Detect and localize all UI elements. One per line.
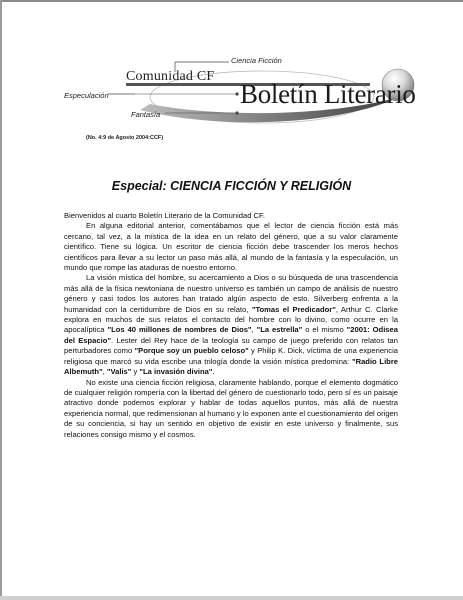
p2-text: y	[131, 367, 140, 377]
newsletter-header	[0, 0, 463, 150]
p2-text: La visión mística del hombre, su acercamiento a Dios o su búsqueda de una trascendencia más allá de la física newtoniana de nuestro universo es también un campo de análisis de nuestro género y casi todos los autores han tratado algún aspecto de esto. Silverberg enfrenta a la humanidad con la certidumbre de Dios en su relato,	[64, 273, 398, 314]
intro-paragraph: Bienvenidos al cuarto Boletín Literario de la Comunidad CF.	[64, 211, 265, 220]
newsletter-title: Boletín Literario	[240, 79, 416, 109]
paragraph-2	[64, 273, 398, 377]
paragraph-3: No existe una ciencia ficción religiosa, claramente hablando, porque el elemento dogmático de cualquier religión rompería con la libertad del género de cuestionarlo todo, pero sí es un paisaje atractivo donde podemos explorar y hablar de todas aquellos puntos, más allá de nuestra experiencia normal, que redimensionan al humano y lo exponen ante el cuestionamiento del origen de su conciencia, si hay un sentido en objetivo de existir en este universo y finalmente, sus relaciones consigo mismo y el cosmos.	[64, 377, 398, 439]
issue-line: (No. 4:9 de Agosto 2004:CCF)	[86, 135, 164, 141]
work-title: "La invasión divina"	[139, 367, 213, 377]
p2-text: ,	[102, 367, 107, 377]
article-body	[64, 211, 398, 440]
p2-text: .	[212, 367, 215, 377]
p2-text: o el mismo	[302, 325, 347, 335]
work-title: "2001: Odisea del Espacio"	[64, 325, 398, 345]
work-title: "Porque soy un pueblo celoso"	[134, 346, 249, 356]
p2-text: y Philip K. Dick, víctima de una experiencia religiosa que marcó su vida escribe una trilogía donde la visión mística predomina:	[64, 346, 398, 366]
work-title: "Tomas el Predicador"	[251, 304, 336, 314]
p2-text: , Arthur C. Clarke explora en muchos de sus relatos el contacto del hombre con lo divino, como ocurre en la apocalíptica	[64, 304, 398, 335]
community-name: Comunidad CF	[126, 69, 215, 84]
tag-fantasia: Fantasía	[131, 110, 161, 119]
header-logo-graphic	[0, 0, 463, 150]
p2-text: ,	[251, 325, 257, 335]
work-title: "Radio Libre Albemuth"	[64, 356, 398, 377]
work-title: "Valis"	[106, 367, 132, 377]
tag-ciencia-ficcion: Ciencia Ficción	[231, 56, 282, 65]
paragraph-1: En alguna editorial anterior, comentábamos que el lector de ciencia ficción está más cercano, tal vez, a la mística de la idea en un relato del género, que a su valor claramente científico. Tiene su lógica. Un escritor de ciencia ficción debe trascender los meros hechos científicos para llevar a su lector un paso más allá, al mundo de la fantasía y la especulación, un mundo que rompe las ataduras de nuestro entorno.	[64, 221, 398, 273]
article-title: Especial: CIENCIA FICCIÓN Y RELIGIÓN	[111, 179, 352, 193]
tag-especulacion: Especulación	[64, 91, 109, 100]
page-edge-bottom	[0, 596, 463, 600]
p2-text: . Lester del Rey hace de la teología su campo de juego preferido con relatos tan perturbadores como	[64, 335, 399, 356]
work-title: "La estrella"	[256, 325, 303, 335]
work-title: "Los 40 millones de nombres de Dios"	[107, 325, 252, 335]
